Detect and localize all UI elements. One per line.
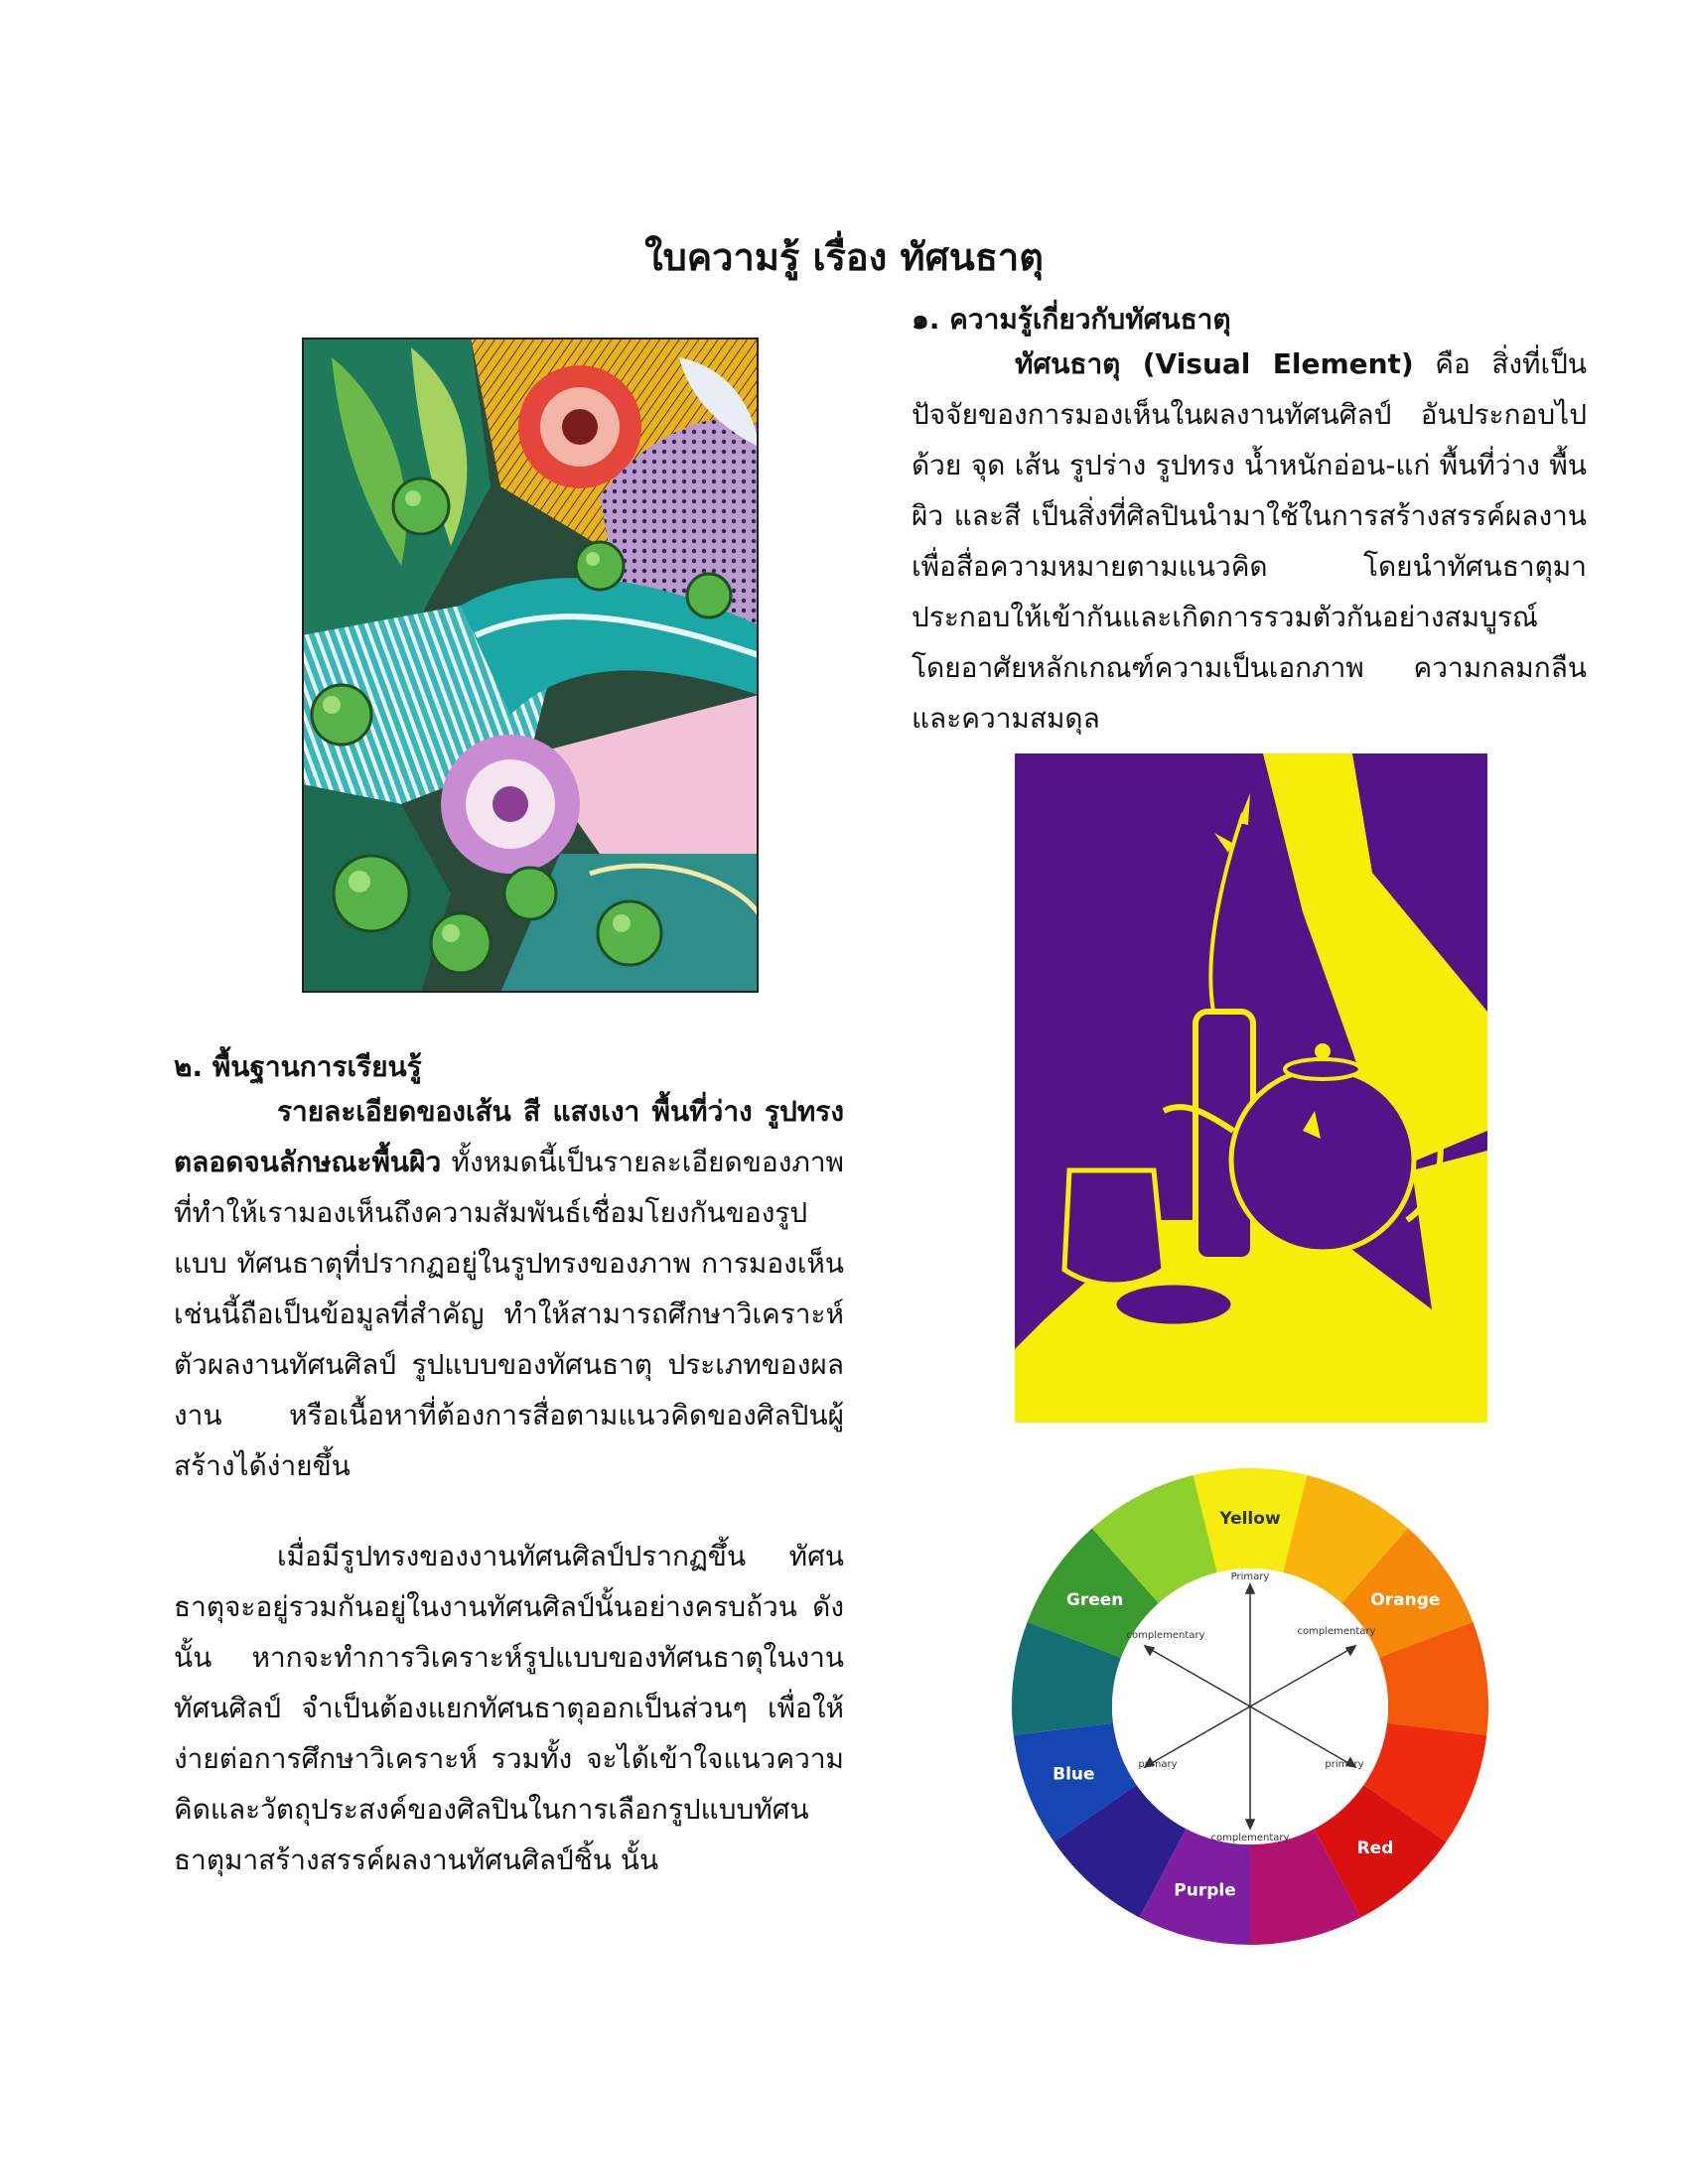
section2-paragraph [174,1086,844,1491]
zentangle-artwork-image [302,338,759,993]
color-wheel-label-green: Green [1065,1590,1124,1611]
color-wheel-label-yellow: Yellow [1219,1509,1281,1529]
wheel-label-top: Primary [1230,1571,1270,1582]
wheel-label-lower-right: primary [1325,1759,1364,1770]
section2-paragraph-2 [174,1531,844,1885]
color-wheel-label-orange: Orange [1370,1590,1441,1611]
page-title: ใบความรู้ เรื่อง ทัศนธาตุ [644,235,1044,280]
wheel-label-lower-left: primary [1138,1759,1178,1770]
color-wheel-label-blue: Blue [1053,1764,1095,1785]
color-wheel-label-purple: Purple [1174,1880,1236,1901]
wheel-label-upper-left: complementary [1126,1630,1205,1641]
section1-paragraph [912,339,1587,744]
still-life-painting-image [1015,753,1487,1423]
section2-heading: ๒. พื้นฐานการเรียนรู้ [174,1050,422,1083]
wheel-label-bottom: complementary [1210,1833,1290,1843]
section2-term: รายละเอียดของเส้น สี แสงเงา พื้นที่ว่าง รูปทรงตลอดจนลักษณะพื้นผิว [174,1095,844,1178]
section1-body: คือ สิ่งที่เป็นปัจจัยของการมองเห็นในผลงานทัศนศิลป์ อันประกอบไปด้วย จุด เส้น รูปร่าง รูปทรง น้ำหนักอ่อน-แก่ พื้นที่ว่าง พื้นผิว และสี เป็นสิ่งที่ศิลปินนำมาใช้ในการสร้างสรรค์ผลงาน เพื่อสื่อความหมายตามแนวคิด โดยนำทัศนธาตุมาประกอบให้เข้ากันและเกิดการรวมตัวกันอย่างสมบูรณ์ โดยอาศัยหลักเกณฑ์ความเป็นเอกภาพ ความกลมกลืนและความสมดุล [912,347,1587,735]
wheel-label-upper-right: complementary [1297,1626,1376,1637]
color-wheel-diagram [1007,1463,1493,1950]
section2-body: ทั้งหมดนี้เป็นรายละเอียดของภาพ ที่ทำให้เรามองเห็นถึงความสัมพันธ์เชื่อมโยงกันของรูปแบบ ทัศนธาตุที่ปรากฏอยู่ในรูปทรงของภาพ การมองเห็นเช่นนี้ถือเป็นข้อมูลที่สำคัญ ทำให้สามารถศึกษาวิเคราะห์ตัวผลงานทัศนศิลป์ รูปแบบของทัศนธาตุ ประเภทของผลงาน หรือเนื้อหาที่ต้องการสื่อตามแนวคิดของศิลปินผู้สร้างได้ง่ายขึ้น [174,1146,844,1482]
section1-term: ทัศนธาตุ (Visual Element) [1015,347,1414,380]
section1-heading: ๑. ความรู้เกี่ยวกับทัศนธาตุ [912,303,1231,336]
section2-paragraph-2-text: เมื่อมีรูปทรงของงานทัศนศิลป์ปรากฏขึ้น ทัศนธาตุจะอยู่รวมกันอยู่ในงานทัศนศิลป์นั้นอย่างครบถ้วน ดังนั้น หากจะทำการวิเคราะห์รูปแบบของทัศนธาตุในงานทัศนศิลป์ จำเป็นต้องแยกทัศนธาตุออกเป็นส่วนๆ เพื่อให้ง่ายต่อการศึกษาวิเคราะห์ รวมทั้ง จะได้เข้าใจแนวความคิดและวัตถุประสงค์ของศิลปินในการเลือกรูปแบบทัศนธาตุมาสร้างสรรค์ผลงานทัศนศิลป์ชิ้น นั้น [174,1540,844,1876]
color-wheel-label-red: Red [1356,1839,1394,1859]
